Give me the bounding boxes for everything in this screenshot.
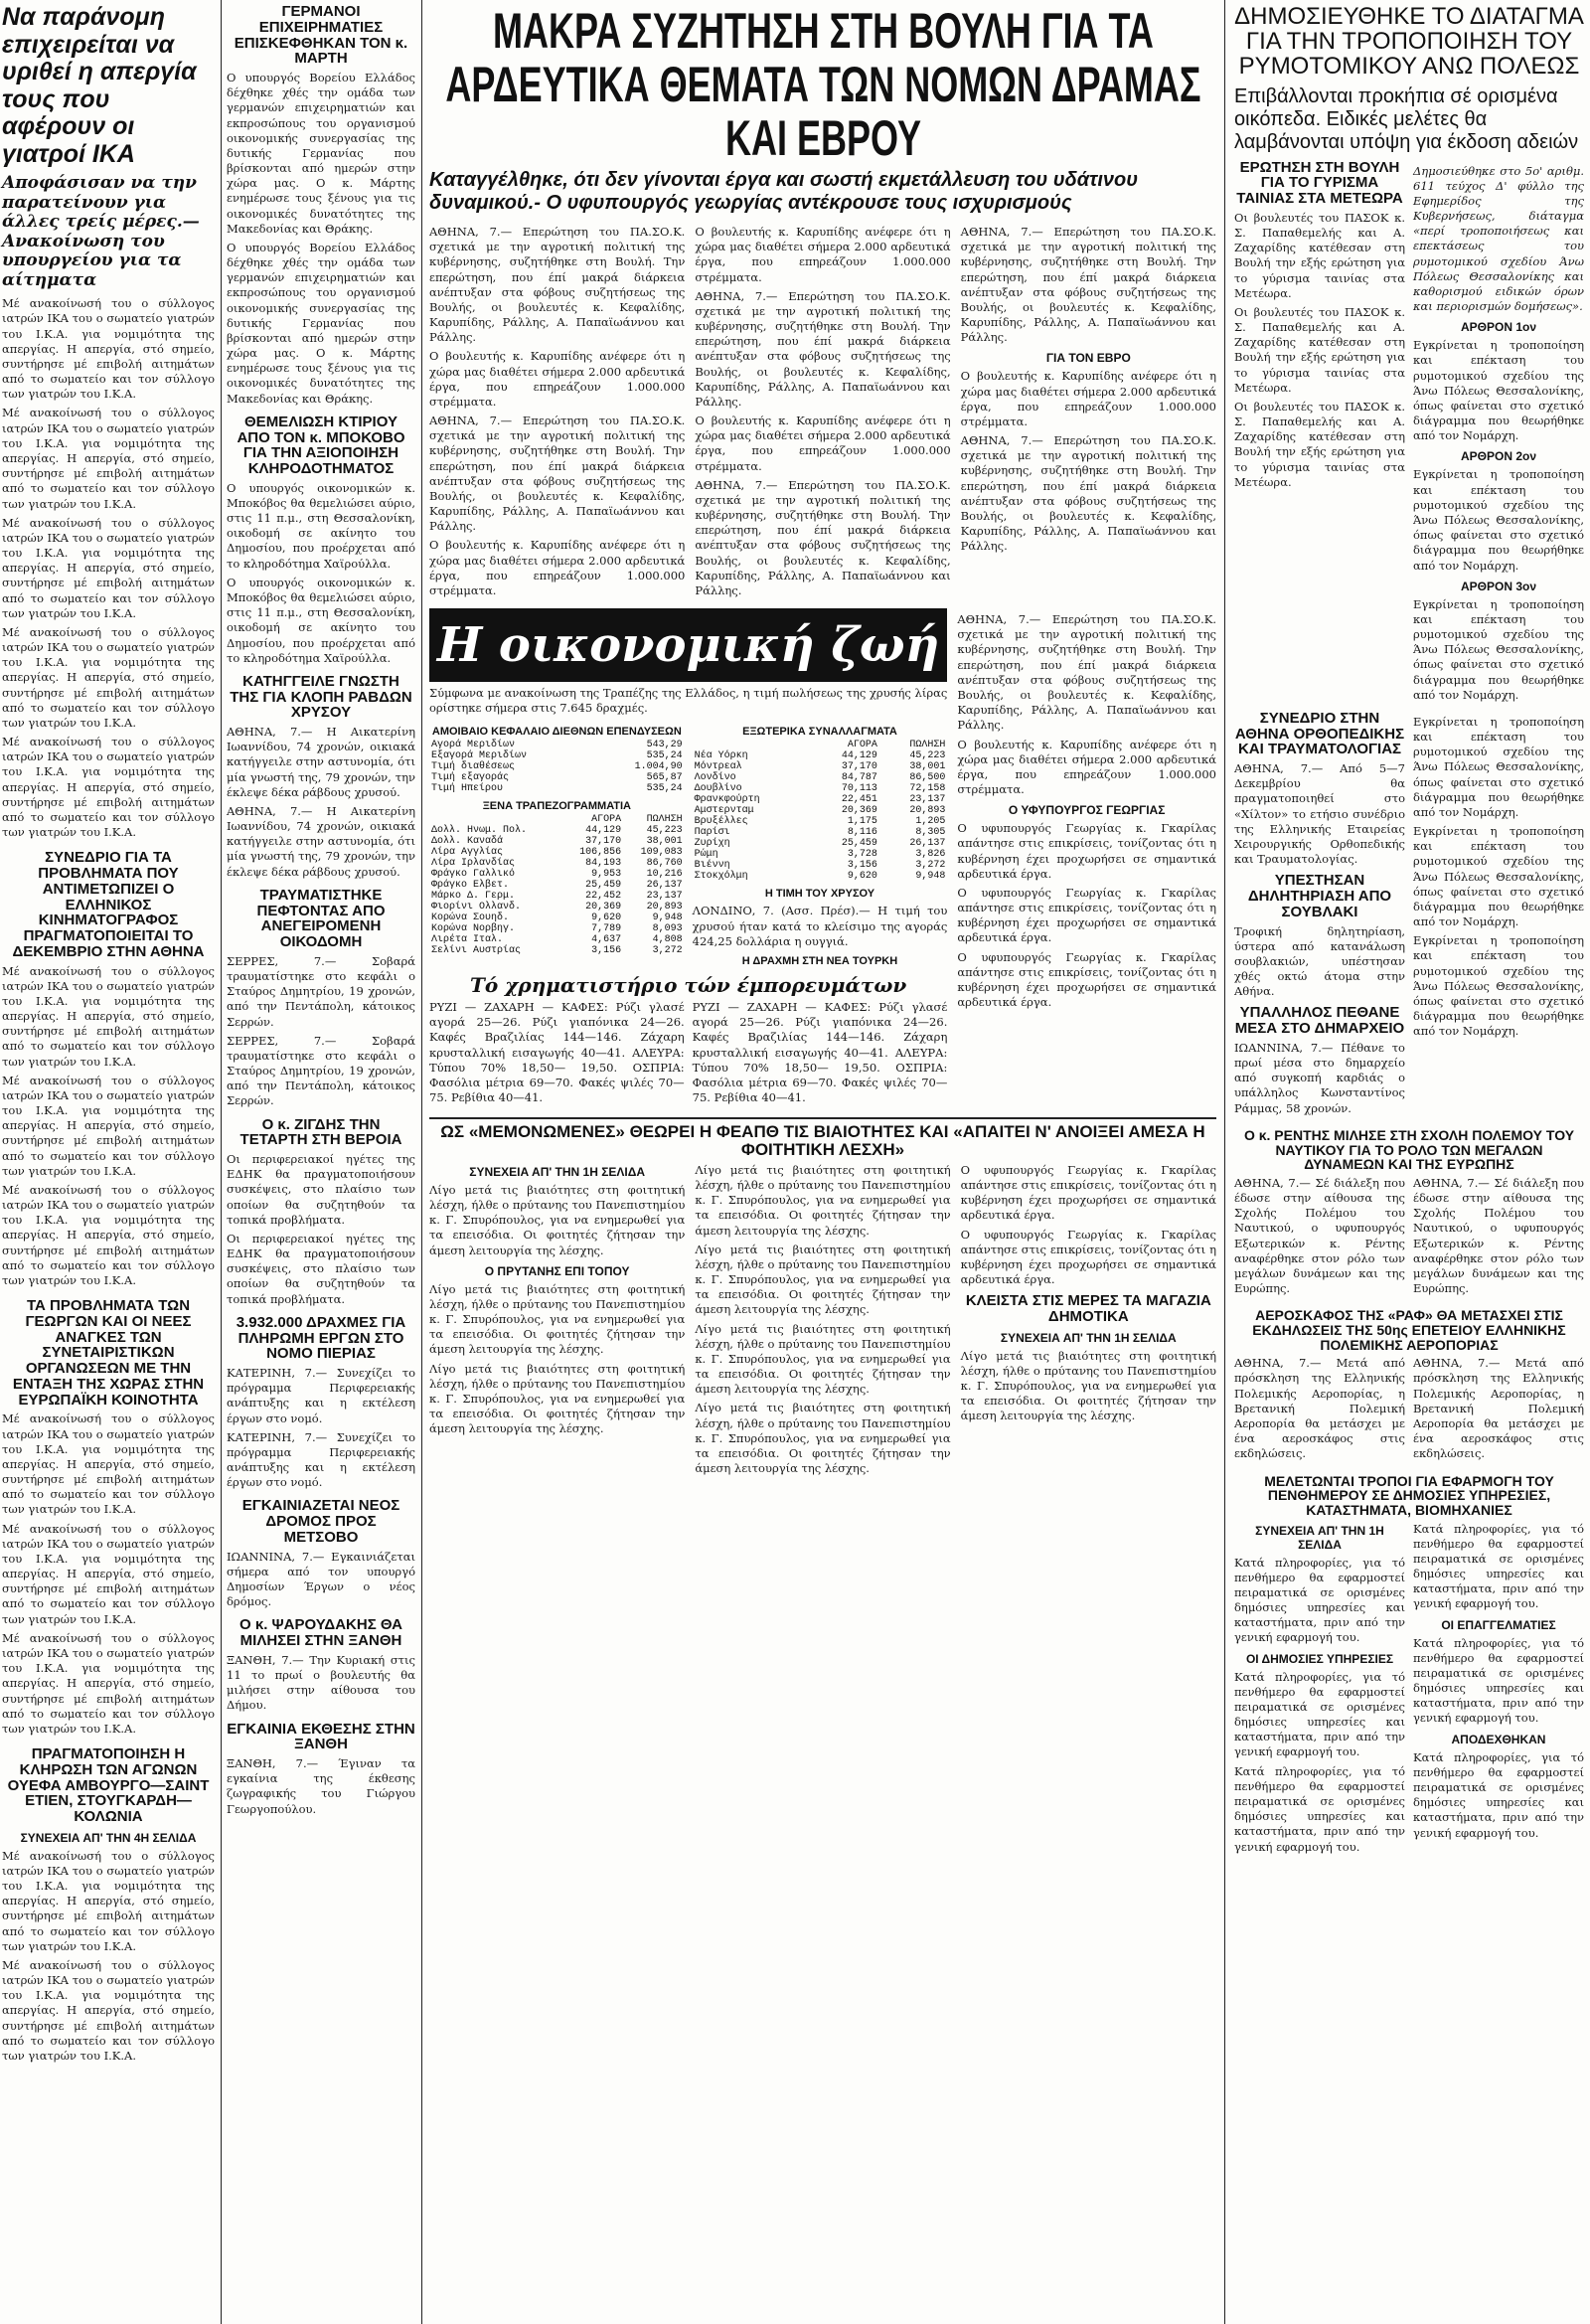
table-cell: Παρίσι [694, 827, 730, 839]
headline-rentis: Ο κ. ΡΕΝΤΗΣ ΜΙΛΗΣΕ ΣΤΗ ΣΧΟΛΗ ΠΟΛΕΜΟΥ ΤΟΥ ΝΑΥΤΙΚΟΥ ΓΙΑ ΤΟ ΡΟΛΟ ΤΩΝ ΜΕΓΑΛΩΝ ΔΥΝΑΜΕΩΝ ΚΑΙ ΤΗΣ ΕΥΡΩΠΗΣ [1243, 1126, 1575, 1173]
article-xrysos-body: ΑΘΗΝΑ, 7.— Η Αικατερίνη Ιωαννίδου, 74 χρονών, οικιακά κατήγγειλε στην αστυνομία, ότι μία γνωστή της, 79 χρονών, την έκλεψε δέκα ράβδους χρυσού. [227, 725, 415, 799]
main-article-body: Ο βουλευτής κ. Καρυπίδης ανέφερε ότι η χώρα μας διαθέτει σήμερα 2.000 αρδευτικά έργα, που επηρεάζουν 1.000.000 στρέμματα. [957, 737, 1216, 797]
orthopediki-body: ΑΘΗΝΑ, 7.— Από 5—7 Δεκεμβρίου θα πραγματοποιηθεί στο «Χίλτον» το ετήσιο συνέδριο της Ελληνικής Εταιρείας Χειρουργικής Ορθοπεδικής και Τραυματολογίας. [1234, 761, 1405, 867]
table-cell: 543,29 [646, 740, 683, 751]
feapth-body: Λίγο μετά τις βιαιότητες στη φοιτητική λέσχη, ήλθε ο πρύτανης του Πανεπιστημίου κ. Γ. Σπυρόπουλος, για να ενημερωθεί για τα επεισόδια. Οι φοιτητές ζήτησαν την άμεση λειτουργία της λέσχης. [695, 1401, 951, 1476]
table-row [429, 891, 685, 902]
table-cell: 23,137 [646, 891, 683, 903]
table-cell: Μόντρεαλ [694, 761, 742, 773]
table-cell: 9,948 [915, 871, 946, 883]
raf-body: ΑΘΗΝΑ, 7.— Μετά από πρόσκληση της Ελληνικής Πολεμικής Αεροπορίας, η Βρετανική Πολεμική Αεροπορία θα μετάσχει με ένα αεροσκάφος στις εκδηλώσεις. [1413, 1356, 1584, 1461]
article-iatroi-body: Μέ ανακοίνωσή του ο σύλλογος ιατρών ΙΚΑ του ο σωματείο γιατρών του Ι.Κ.Α. για νομιμότητα της απεργίας. Η απεργία, στό σημείο, συντήρησε μέ επιβολή αιτημάτων από το σωματείο και τον σύλλογο των γιατρών του Ι.Κ.Α. [2, 296, 215, 402]
table-cell: 37,170 [841, 761, 877, 773]
table-cell: Μάρκο Δ. Γερμ. [431, 891, 516, 903]
diatagma-body: Εγκρίνεται η τροποποίηση και επέκταση του ρυμοτομικού σχεδίου της Άνω Πόλεως Θεσσαλονίκης, όπως φαίνεται στο σχετικό διάγραμμα που θεωρήθηκε από τον Νομάρχη. [1413, 714, 1584, 819]
metewra-body: Οι βουλευτές του ΠΑΣΟΚ κ. Σ. Παπαθεμελής και Α. Ζαχαρίδης κατέθεσαν στη Βουλή την εξής ερώτηση για το γύρισμα ταινίας στα Μετέωρα. [1234, 304, 1405, 395]
table-header-cell [429, 814, 562, 825]
subhead-prytanis: Ο ΠΡΥΤΑΝΗΣ ΕΠΙ ΤΟΠΟΥ [484, 1263, 630, 1278]
penthimero-body: Κατά πληροφορίες, για τό πενθήμερο θα εφαρμοστεί πειραματικά σε ορισμένες δημόσιες υπηρεσίες και καταστήματα, πριν από την γενική εφαρμογή του. [1413, 1635, 1584, 1726]
article-xrysos-body: ΑΘΗΝΑ, 7.— Η Αικατερίνη Ιωαννίδου, 74 χρονών, οικιακά κατήγγειλε στην αστυνομία, ότι μία γνωστή της, 79 χρονών, την έκλεψε δέκα ράβδους χρυσού. [227, 803, 415, 879]
center-section [425, 0, 1220, 2324]
table-cell: 1.004,90 [634, 761, 683, 773]
article-iatroi-body: Μέ ανακοίνωσή του ο σύλλογος ιατρών ΙΚΑ του ο σωματείο γιατρών του Ι.Κ.Α. για νομιμότητα της απεργίας. Η απεργία, στό σημείο, συντήρησε μέ επιβολή αιτημάτων από το σωματείο και τον σύλλογο των γιατρών του Ι.Κ.Α. [2, 735, 215, 840]
section-rule [429, 1117, 1216, 1119]
table-row [429, 869, 685, 880]
table-cell: Νέα Υόρκη [694, 750, 748, 762]
chrimatistirio-title: Τό χρηματιστήριο τών έμπορευμάτων [470, 972, 907, 997]
table-cell: 4,637 [591, 934, 622, 946]
table-row [429, 902, 685, 913]
headline-kinimatografos: ΣΥΝΕΔΡΙΟ ΓΙΑ ΤΑ ΠΡΟΒΛΗΜΑΤΑ ΠΟΥ ΑΝΤΙΜΕΤΩΠΙΖΕΙ Ο ΕΛΛΗΝΙΚΟΣ ΚΙΝΗΜΑΤΟΓΡΑΦΟΣ ΠΡΑΓΜΑΤΟΠΟΙΕΙΤΑΙ ΤΟ ΔΕΚΕΜΒΡΙΟ ΣΤΗΝ ΑΘΗΝΑ [12, 849, 205, 960]
table-header-cell: ΑΓΟΡΑ [847, 740, 877, 751]
article-uefa-body: Μέ ανακοίνωσή του ο σύλλογος ιατρών ΙΚΑ του ο σωματείο γιατρών του Ι.Κ.Α. για νομιμότητα της απεργίας. Η απεργία, στό σημείο, συντήρησε μέ επιβολή αιτημάτων από το σωματείο και τον σύλλογο των γιατρών του Ι.Κ.Α. [2, 1848, 215, 1953]
table-row [693, 783, 948, 794]
yfypourgos-body: Ο υφυπουργός Γεωργίας κ. Γκαρίλας απάντησε στις επικρίσεις, τονίζοντας ότι η κυβέρνηση έχει προχωρήσει σε σημαντικά αρδευτικά έργα. [960, 1227, 1216, 1287]
table-row [693, 860, 948, 871]
table-cell: 8,116 [847, 827, 877, 839]
yfypourgos-body: Ο υφυπουργός Γεωργίας κ. Γκαρίλας απάντησε στις επικρίσεις, τονίζοντας ότι η κυβέρνηση έχει προχωρήσει σε σημαντικά αρδευτικά έργα. [957, 885, 1216, 945]
table-row [693, 816, 948, 827]
table-cell: 20,893 [909, 805, 946, 817]
article-3-heading: ΑΡΘΡΟΝ 3ον [1460, 579, 1537, 593]
table-row [693, 761, 948, 772]
article-georgoi-body: Μέ ανακοίνωσή του ο σύλλογος ιατρών ΙΚΑ του ο σωματείο γιατρών του Ι.Κ.Α. για νομιμότητα της απεργίας. Η απεργία, στό σημείο, συντήρησε μέ επιβολή αιτημάτων από το σωματείο και τον σύλλογο των γιατρών του Ι.Κ.Α. [2, 1521, 215, 1626]
main-article-body: Ο βουλευτής κ. Καρυπίδης ανέφερε ότι η χώρα μας διαθέτει σήμερα 2.000 αρδευτικά έργα, που επηρεάζουν 1.000.000 στρέμματα. [429, 349, 686, 409]
table-cell: 23,137 [909, 794, 946, 806]
table-cell: 70,113 [841, 783, 877, 795]
column-rule [421, 0, 422, 2324]
article-mpokovos-body: Ο υπουργός οικονομικών κ. Μποκόβος θα θεμελιώσει αύριο, στις 11 π.μ., στη Θεσσαλονίκη, οικοδομή σε ακίνητο του Δημοσίου, που προέρχεται από το κληροδότημα Χαϊρούλλα. [227, 575, 415, 665]
table-cell: Δολλ. Ηνωμ. Πολ. [431, 825, 528, 837]
table-cell: 8,305 [915, 827, 946, 839]
continuation-note: ΣΥΝΕΧΕΙΑ ΑΠ' ΤΗΝ 1Η ΣΕΛΙΔΑ [469, 1164, 646, 1179]
continuation-note: ΣΥΝΕΧΕΙΑ ΑΠ' ΤΗΝ 1Η ΣΕΛΙΔΑ [1255, 1523, 1384, 1552]
table-cell: 3,156 [591, 945, 622, 957]
feapth-body: Λίγο μετά τις βιαιότητες στη φοιτητική λέσχη, ήλθε ο πρύτανης του Πανεπιστημίου κ. Γ. Σπυρόπουλος, για να ενημερωθεί για τα επεισόδια. Οι φοιτητές ζήτησαν την άμεση λειτουργία της λέσχης. [429, 1281, 686, 1357]
penthimero-body: Κατά πληροφορίες, για τό πενθήμερο θα εφαρμοστεί πειραματικά σε ορισμένες δημόσιες υπηρεσίες και καταστήματα, πριν από την γενική εφαρμογή του. [1234, 1555, 1405, 1645]
table-cell: Ρώμη [694, 849, 718, 861]
article-2-heading: ΑΡΘΡΟΝ 2ον [1460, 449, 1537, 464]
article-uefa-body: Μέ ανακοίνωσή του ο σύλλογος ιατρών ΙΚΑ του ο σωματείο γιατρών του Ι.Κ.Α. για νομιμότητα της απεργίας. Η απεργία, στό σημείο, συντήρησε μέ επιβολή αιτημάτων από το σωματείο και τον σύλλογο των γιατρών του Ι.Κ.Α. [2, 1957, 215, 2063]
table-header-cell: ΠΩΛΗΣΗ [646, 814, 683, 826]
table-cell: 84,787 [841, 772, 877, 784]
feapth-body: Λίγο μετά τις βιαιότητες στη φοιτητική λέσχη, ήλθε ο πρύτανης του Πανεπιστημίου κ. Γ. Σπυρόπουλος, για να ενημερωθεί για τα επεισόδια. Οι φοιτητές ζήτησαν την άμεση λειτουργία της λέσχης. [695, 1321, 951, 1397]
table-cell: 22,452 [585, 891, 622, 903]
article-metsovo-body: ΙΩΑΝΝΙΝΑ, 7.— Εγκαινιάζεται σήμερα από τον υπουργό Δημοσίων Έργων ο νέος δρόμος. [227, 1549, 415, 1609]
table-cell: 44,129 [841, 750, 877, 762]
table-cell: 7,789 [591, 923, 622, 935]
headline-dimarxeio: ΥΠΑΛΛΗΛΟΣ ΠΕΘΑΝΕ ΜΕΣΑ ΣΤΟ ΔΗΜΑΡΧΕΙΟ [1234, 1004, 1405, 1038]
table-cell: 86,500 [909, 772, 946, 784]
headline-orthopediki: ΣΥΝΕΔΡΙΟ ΣΤΗΝ ΑΘΗΝΑ ΟΡΘΟΠΕΔΙΚΗΣ ΚΑΙ ΤΡΑΥΜΑΤΟΛΟΓΙΑΣ [1234, 709, 1405, 758]
table-header-cell [693, 740, 812, 750]
article-zigdis-body: Οι περιφερειακοί ηγέτες της ΕΔΗΚ θα πραγματοποιήσουν συσκέψεις, στο πλαίσιο των οποίων θα συζητηθούν τα τοπικά προβλήματα. [227, 1152, 415, 1227]
table-cell: Τιμή διαθέσεως [431, 761, 516, 773]
rentis-body: ΑΘΗΝΑ, 7.— Σέ διάλεξη που έδωσε στην αίθουσα της Σχολής Πολέμου του Ναυτικού, ο υφυπουργός Εξωτερικών κ. Ρέντης αναφέρθηκε στον ρόλο των μεγάλων δυνάμεων και της Ευρώπης. [1413, 1175, 1584, 1296]
penthimero-body: Κατά πληροφορίες, για τό πενθήμερο θα εφαρμοστεί πειραματικά σε ορισμένες δημόσιες υπηρεσίες και καταστήματα, πριν από την γενική εφαρμογή του. [1234, 1763, 1405, 1854]
main-article-body: ΑΘΗΝΑ, 7.— Επερώτηση του ΠΑ.ΣΟ.Κ. σχετικά με την αγροτική πολιτική της κυβέρνησης, συζητήθηκε στη Βουλή. Την επερώτηση, που έπί μακρά διάρκεια ανέπτυξαν στα φόβους συζητήσεως της Βουλής, οι βουλευτές κ. Κεφαλίδης, Καρυπίδης, Ράλλης, Α. Παπαϊωάννου και Ράλλης. [960, 433, 1216, 554]
article-psaroudakis-body: ΞΑΝΘΗ, 7.— Την Κυριακή στις 11 το πρωί ο βουλευτής θα μιλήσει στην αίθουσα του Δήμου. [227, 1652, 415, 1713]
table-row [693, 838, 948, 849]
raf-body: ΑΘΗΝΑ, 7.— Μετά από πρόσκληση της Ελληνικής Πολεμικής Αεροπορίας, η Βρετανική Πολεμική Αεροπορία θα μετάσχει με ένα αεροσκάφος στις εκδηλώσεις. [1234, 1356, 1405, 1461]
article-kinimatografos-body: Μέ ανακοίνωσή του ο σύλλογος ιατρών ΙΚΑ του ο σωματείο γιατρών του Ι.Κ.Α. για νομιμότητα της απεργίας. Η απεργία, στό σημείο, συντήρησε μέ επιβολή αιτημάτων από το σωματείο και τον σύλλογο των γιατρών του Ι.Κ.Α. [2, 1182, 215, 1287]
left-column [0, 0, 217, 2324]
table-row [429, 783, 685, 794]
continuation-note: ΣΥΝΕΧΕΙΑ ΑΠ' ΤΗΝ 1Η ΣΕΛΙΔΑ [1000, 1330, 1177, 1345]
table-cell: Στοκχόλμη [694, 871, 748, 883]
table-cell: 9,948 [652, 913, 683, 924]
table-cell: 3,272 [915, 860, 946, 872]
main-article-body: ΑΘΗΝΑ, 7.— Επερώτηση του ΠΑ.ΣΟ.Κ. σχετικά με την αγροτική πολιτική της κυβέρνησης, συζητήθηκε στη Βουλή. Την επερώτηση, που έπί μακρά διάρκεια ανέπτυξαν στα φόβους συζητήσεως της Βουλής, οι βουλευτές κ. Κεφαλίδης, Καρυπίδης, Ράλλης, Α. Παπαϊωάννου και Ράλλης. [960, 225, 1216, 345]
main-deck: Καταγγέλθηκε, ότι δεν γίνονται έργα και σωστή εκμετάλλευση του υδάτινου δυναμικού.- Ο υφυπουργός γεωργίας αντέκρουσε τους ισχυρισμούς [429, 169, 1139, 214]
dimarxeio-body: ΙΩΑΝΝΙΝΑ, 7.— Πέθανε το πρωί μέσα στο δημαρχείο από συγκοπή καρδιάς ο υπάλληλος Κωνσταντίνος Ράμμας, 58 χρονών. [1234, 1040, 1405, 1115]
table-cell: 3,156 [847, 860, 877, 872]
table-row [429, 858, 685, 869]
amoivaio-title: ΑΜΟΙΒΑΙΟ ΚΕΦΑΛΑΙΟ ΔΙΕΘΝΩΝ ΕΠΕΝΔΥΣΕΩΝ [431, 726, 682, 739]
table-row [693, 827, 948, 838]
table-cell: Εξαγορά Μεριδίων [431, 750, 528, 762]
table-header-row [429, 814, 685, 825]
table-cell: 106,856 [579, 847, 622, 859]
xena-table [429, 814, 685, 956]
table-cell: 37,170 [585, 836, 622, 848]
article-kinimatografos-body: Μέ ανακοίνωσή του ο σύλλογος ιατρών ΙΚΑ του ο σωματείο γιατρών του Ι.Κ.Α. για νομιμότητα της απεργίας. Η απεργία, στό σημείο, συντήρησε μέ επιβολή αιτημάτων από το σωματείο και τον σύλλογο των γιατρών του Ι.Κ.Α. [2, 1073, 215, 1178]
feapth-body: Λίγο μετά τις βιαιότητες στη φοιτητική λέσχη, ήλθε ο πρύτανης του Πανεπιστημίου κ. Γ. Σπυρόπουλος, για να ενημερωθεί για τα επεισόδια. Οι φοιτητές ζήτησαν την άμεση λειτουργία της λέσχης. [429, 1361, 686, 1436]
gold-body: ΛΟΝΔΙΝΟ, 7. (Ασσ. Πρέσ).— Η τιμή του χρυσού ήταν κατά το κλείσιμο της αγοράς 424,25 δολλάρια η ουγγιά. [692, 904, 948, 948]
table-cell: 45,223 [909, 750, 946, 762]
table-cell: 38,001 [909, 761, 946, 773]
metewra-body: Οι βουλευτές του ΠΑΣΟΚ κ. Σ. Παπαθεμελής και Α. Ζαχαρίδης κατέθεσαν στη Βουλή την εξής ερώτηση για το γύρισμα ταινίας στα Μετέωρα. [1234, 399, 1405, 489]
table-row [693, 750, 948, 761]
table-cell: 22,451 [841, 794, 877, 806]
headline-penthimero: ΜΕΛΕΤΩΝΤΑΙ ΤΡΟΠΟΙ ΓΙΑ ΕΦΑΡΜΟΓΗ ΤΟΥ ΠΕΝΘΗΜΕΡΟΥ ΣΕ ΔΗΜΟΣΙΕΣ ΥΠΗΡΕΣΙΕΣ, ΚΑΤΑΣΤΗΜΑΤΑ, ΒΙΟΜΗΧΑΝΙΕΣ [1264, 1472, 1554, 1518]
headline-klista: ΚΛΕΙΣΤΑ ΣΤΙΣ ΜΕΡΕΣ ΤΑ ΜΑΓΑΖΙΑ ΔΗΜΟΤΙΚΑ [965, 1292, 1211, 1325]
headline-iatroi-ika: Να παράνομη επιχειρείται να υριθεί η απεργία τους που αφέρουν οι γιατροί ΙΚΑ [2, 3, 197, 168]
headline-xrysos: ΚΑΤΗΓΓΕΙΛΕ ΓΝΩΣΤΗ ΤΗΣ ΓΙΑ ΚΛΟΠΗ ΡΑΒΔΩΝ ΧΡΥΣΟΥ [230, 672, 412, 722]
table-row [429, 836, 685, 847]
table-cell: 26,137 [646, 880, 683, 892]
economy-intro: Σύμφωνα με ανακοίνωση της Τραπέζης της Ελλάδος, η τιμή πωλήσεως της χρυσής λίρας ορίστηκε σήμερα στις 7.645 δραχμές. [429, 686, 948, 716]
headline-metsovo: ΕΓΚΑΙΝΙΑΖΕΤΑΙ ΝΕΟΣ ΔΡΟΜΟΣ ΠΡΟΣ ΜΕΤΣΟΒΟ [241, 1497, 400, 1546]
second-column [225, 0, 417, 2324]
table-cell: Τιμή εξαγοράς [431, 772, 510, 784]
amoivaio-table [429, 740, 685, 794]
table-cell: Φιορίνι Ολλανδ. [431, 902, 522, 913]
table-row [429, 923, 685, 934]
table-cell: Δολλ. Καναδά [431, 836, 504, 848]
table-cell: 535,24 [646, 750, 683, 762]
table-cell: Κορώνα Σουηδ. [431, 913, 510, 924]
headline-diatagma: ΔΗΜΟΣΙΕΥΘΗΚΕ ΤΟ ΔΙΑΤΑΓΜΑ ΓΙΑ ΤΗΝ ΤΡΟΠΟΠΟΙΗΣΗ ΤΟΥ ΡΥΜΟΤΟΜΙΚΟΥ ΑΝΩ ΠΟΛΕΩΣ [1234, 3, 1584, 81]
xena-title: ΞΕΝΑ ΤΡΑΠΕΖΟΓΡΑΜΜΑΤΙΑ [482, 800, 631, 813]
table-cell: Κορώνα Νορβηγ. [431, 923, 516, 935]
article-kinimatografos-body: Μέ ανακοίνωσή του ο σύλλογος ιατρών ΙΚΑ του ο σωματείο γιατρών του Ι.Κ.Α. για νομιμότητα της απεργίας. Η απεργία, στό σημείο, συντήρησε μέ επιβολή αιτημάτων από το σωματείο και τον σύλλογο των γιατρών του Ι.Κ.Α. [2, 963, 215, 1069]
table-cell: 45,223 [646, 825, 683, 837]
feapth-body: Λίγο μετά τις βιαιότητες στη φοιτητική λέσχη, ήλθε ο πρύτανης του Πανεπιστημίου κ. Γ. Σπυρόπουλος, για να ενημερωθεί για τα επεισόδια. Οι φοιτητές ζήτησαν την άμεση λειτουργία της λέσχης. [695, 1242, 951, 1317]
main-article-body: Ο βουλευτής κ. Καρυπίδης ανέφερε ότι η χώρα μας διαθέτει σήμερα 2.000 αρδευτικά έργα, που επηρεάζουν 1.000.000 στρέμματα. [695, 225, 951, 284]
table-cell: Τιμή Ηπείρου [431, 783, 504, 795]
table-cell: 9,620 [591, 913, 622, 924]
table-row [693, 794, 948, 805]
headline-germanoi: ΓΕΡΜΑΝΟΙ ΕΠΙΧΕΙΡΗΜΑΤΙΕΣ ΕΠΙΣΚΕΦΘΗΚΑΝ ΤΟΝ κ. ΜΑΡΤΗ [234, 3, 408, 68]
headline-georgoi: ΤΑ ΠΡΟΒΛΗΜΑΤΑ ΤΩΝ ΓΕΩΡΓΩΝ ΚΑΙ ΟΙ ΝΕΕΣ ΑΝΑΓΚΕΣ ΤΩΝ ΣΥΝΕΤΑΙΡΙΣΤΙΚΩΝ ΟΡΓΑΝΩΣΕΩΝ ΜΕ ΤΗΝ ΕΝΤΑΞΗ ΤΗΣ ΧΩΡΑΣ ΣΤΗΝ ΕΥΡΩΠΑΪΚΗ ΚΟΙΝΟΤΗΤΑ [12, 1297, 205, 1409]
article-iatroi-body: Μέ ανακοίνωσή του ο σύλλογος ιατρών ΙΚΑ του ο σωματείο γιατρών του Ι.Κ.Α. για νομιμότητα της απεργίας. Η απεργία, στό σημείο, συντήρησε μέ επιβολή αιτημάτων από το σωματείο και τον σύλλογο των γιατρών του Ι.Κ.Α. [2, 515, 215, 620]
table-cell: 86,760 [646, 858, 683, 870]
table-cell: Λίρα Ιρλανδίας [431, 858, 516, 870]
table-cell: Δουβλίνο [694, 783, 742, 795]
diatagma-intro: Δημοσιεύθηκε στο 5ο' αριθμ. 611 τεύχος Δ' φύλλο της Εφημερίδος της Κυβερνήσεως, διάταγμα «περί τροποποιήσεως και επεκτάσεως του ρυμοτομικού σχεδίου Άνω Πόλεως Θεσσαλονίκης και καθορισμού ειδικών όρων και περιορισμών δομήσεως». [1413, 163, 1584, 314]
article-germanoi-body: Ο υπουργός Βορείου Ελλάδος δέχθηκε χθές την ομάδα των γερμανών επιχειρηματιών και εκπροσώπους του οργανισμού οικονομικής συνεργασίας της δυτικής Γερμανίας που βρίσκονται από ημερών στην χώρα μας. Ο κ. Μάρτης ενημέρωσε τους ξένους για τις οικονομικές δυνατότητες της Μακεδονίας και Θράκης. [227, 240, 415, 406]
article-zigdis-body: Οι περιφερειακοί ηγέτες της ΕΔΗΚ θα πραγματοποιήσουν συσκέψεις, στο πλαίσιο των οποίων θα συζητηθούν τα τοπικά προβλήματα. [227, 1231, 415, 1306]
table-cell: Φρανκφούρτη [694, 794, 760, 806]
table-cell: 84,193 [585, 858, 622, 870]
article-pieria-body: ΚΑΤΕΡΙΝΗ, 7.— Συνεχίζει το πρόγραμμα Περιφερειακής ανάπτυξης και η εκτέλεση έργων στο νομό. [227, 1429, 415, 1490]
turkey-title: Η ΔΡΑΧΜΗ ΣΤΗ ΝΕΑ ΤΟΥΡΚΗ [741, 954, 898, 967]
headline-pieria: 3.932.000 ΔΡΑΧΜΕΣ ΓΙΑ ΠΛΗΡΩΜΗ ΕΡΓΩΝ ΣΤΟ ΝΟΜΟ ΠΙΕΡΙΑΣ [236, 1313, 406, 1363]
table-cell: 38,001 [646, 836, 683, 848]
table-row [429, 772, 685, 783]
penthimero-body: Κατά πληροφορίες, για τό πενθήμερο θα εφαρμοστεί πειραματικά σε ορισμένες δημόσιες υπηρεσίες και καταστήματα, πριν από την γενική εφαρμογή του. [1234, 1669, 1405, 1759]
table-cell: 20,369 [585, 902, 622, 913]
markets-title: ΕΞΩΤΕΡΙΚΑ ΣΥΝΑΛΛΑΓΜΑΤΑ [742, 726, 897, 739]
headline-raf: ΑΕΡΟΣΚΑΦΟΣ ΤΗΣ «ΡΑΦ» ΘΑ ΜΕΤΑΣΧΕΙ ΣΤΙΣ ΕΚΔΗΛΩΣΕΙΣ ΤΗΣ 50ης ΕΠΕΤΕΙΟΥ ΕΛΛΗΝΙΚΗΣ ΠΟΛΕΜΙΚΗΣ ΑΕΡΟΠΟΡΙΑΣ [1252, 1307, 1566, 1353]
chrimatistirio-body: ΡΥΖΙ — ΖΑΧΑΡΗ — ΚΑΦΕΣ: Ρύζι γλασέ αγορά 25—26. Ρύζι γιαπόνικα 24—26. Καφές Βραζιλίας 144—146. Ζάχαρη κρυσταλλική εισαγωγής 40—41. ΑΛΕΥΡΑ: Τύπου 70% 18,50— 19,50. ΟΣΠΡΙΑ: Φασόλια μέτρια 69—70. Φακές ψιλές 70—75. Ρεβίθια 40—41. [692, 999, 948, 1105]
table-cell: Αμστερνταμ [694, 805, 754, 817]
article-1-heading: ΑΡΘΡΟΝ 1ον [1460, 320, 1537, 335]
table-cell: 20,893 [646, 902, 683, 913]
table-cell: 10,216 [646, 869, 683, 881]
table-cell: Αγορά Μεριδίων [431, 740, 516, 751]
subhead-evros: ΓΙΑ ΤΟΝ ΕΒΡΟ [1045, 351, 1131, 366]
table-cell: 9,953 [591, 869, 622, 881]
table-row [429, 825, 685, 836]
headline-uefa: ΠΡΑΓΜΑΤΟΠΟΙΗΣΗ Η ΚΛΗΡΩΣΗ ΤΩΝ ΑΓΩΝΩΝ ΟΥΕΦΑ ΑΜΒΟΥΡΓΟ—ΣΑΙΝΤ ΕΤΙΕΝ, ΣΤΟΥΓΚΑΡΔΗ—ΚΟΛΩΝΙΑ [7, 1745, 210, 1826]
table-cell: 1,175 [847, 816, 877, 828]
table-cell: 9,620 [847, 871, 877, 883]
yfypourgos-body: Ο υφυπουργός Γεωργίας κ. Γκαρίλας απάντησε στις επικρίσεις, τονίζοντας ότι η κυβέρνηση έχει προχωρήσει σε σημαντικά αρδευτικά έργα. [957, 821, 1216, 881]
headline-metewra: ΕΡΩΤΗΣΗ ΣΤΗ ΒΟΥΛΗ ΓΙΑ ΤΟ ΓΥΡΙΣΜΑ ΤΑΙΝΙΑΣ ΣΤΑ ΜΕΤΕΩΡΑ [1236, 158, 1403, 208]
table-row [693, 805, 948, 816]
main-article-body: ΑΘΗΝΑ, 7.— Επερώτηση του ΠΑ.ΣΟ.Κ. σχετικά με την αγροτική πολιτική της κυβέρνησης, συζητήθηκε στη Βουλή. Την επερώτηση, που έπί μακρά διάρκεια ανέπτυξαν στα φόβους συζητήσεως της Βουλής, οι βουλευτές κ. Κεφαλίδης, Καρυπίδης, Ράλλης, Α. Παπαϊωάννου και Ράλλης. [695, 477, 951, 597]
article-iatroi-body: Μέ ανακοίνωσή του ο σύλλογος ιατρών ΙΚΑ του ο σωματείο γιατρών του Ι.Κ.Α. για νομιμότητα της απεργίας. Η απεργία, στό σημείο, συντήρησε μέ επιβολή αιτημάτων από το σωματείο και τον σύλλογο των γιατρών του Ι.Κ.Α. [2, 624, 215, 730]
table-cell: Λίρα Αγγλίας [431, 847, 504, 859]
gold-title: Η ΤΙΜΗ ΤΟΥ ΧΡΥΣΟΥ [764, 888, 875, 901]
table-cell: 3,826 [915, 849, 946, 861]
markets-table [693, 740, 948, 882]
table-row [429, 934, 685, 945]
table-cell: 3,272 [652, 945, 683, 957]
article-pieria-body: ΚΑΤΕΡΙΝΗ, 7.— Συνεχίζει το πρόγραμμα Περιφερειακής ανάπτυξης και η εκτέλεση έργων στο νομό. [227, 1366, 415, 1425]
headline-souvlaki: ΥΠΕΣΤΗΣΑΝ ΔΗΛΗΤΗΡΙΑΣΗ ΑΠΟ ΣΟΥΒΛΑΚΙ [1247, 872, 1392, 920]
klista-body: Λίγο μετά τις βιαιότητες στη φοιτητική λέσχη, ήλθε ο πρύτανης του Πανεπιστημίου κ. Γ. Σπυρόπουλος, για να ενημερωθεί για τα επεισόδια. Οι φοιτητές ζήτησαν την άμεση λειτουργία της λέσχης. [960, 1348, 1216, 1423]
main-article-body: Ο βουλευτής κ. Καρυπίδης ανέφερε ότι η χώρα μας διαθέτει σήμερα 2.000 αρδευτικά έργα, που επηρεάζουν 1.000.000 στρέμματα. [960, 369, 1216, 428]
metewra-body: Οι βουλευτές του ΠΑΣΟΚ κ. Σ. Παπαθεμελής και Α. Ζαχαρίδης κατέθεσαν στη Βουλή την εξής ερώτηση για το γύρισμα ταινίας στα Μετέωρα. [1234, 210, 1405, 300]
table-header-cell: ΠΩΛΗΣΗ [909, 740, 946, 751]
table-cell: 72,158 [909, 783, 946, 795]
diatagma-body: Εγκρίνεται η τροποποίηση και επέκταση του ρυμοτομικού σχεδίου της Άνω Πόλεως Θεσσαλονίκης, όπως φαίνεται στο σχετικό διάγραμμα που θεωρήθηκε από τον Νομάρχη. [1413, 596, 1584, 702]
article-travmatistike-body: ΣΕΡΡΕΣ, 7.— Σοβαρά τραυματίστηκε στο κεφάλι ο Σταύρος Δημητρίου, 19 χρονών, από την Πεντάπολη, κάτοικος Σερρών. [227, 1033, 415, 1108]
economy-banner: Η οικονομική ζωή [429, 608, 947, 682]
article-mpokovos-body: Ο υπουργός οικονομικών κ. Μποκόβος θα θεμελιώσει αύριο, στις 11 π.μ., στη Θεσσαλονίκη, οικοδομή σε ακίνητο του Δημοσίου, που προέρχεται από το κληροδότημα Χαϊρούλλα. [227, 480, 415, 571]
headline-ekthesi: ΕΓΚΑΙΝΙΑ ΕΚΘΕΣΗΣ ΣΤΗΝ ΞΑΝΘΗ [227, 1720, 415, 1753]
deck-diatagma: Επιβάλλονται προκήπια σέ ορισμένα οικόπεδα. Ειδικές μελέτες θα λαμβάνονται υπόψη για έκδοση αδειών [1234, 84, 1579, 153]
table-row [693, 871, 948, 882]
column-rule [221, 0, 222, 2324]
table-cell: Φράγκο Ελβετ. [431, 880, 510, 892]
diatagma-body: Εγκρίνεται η τροποποίηση και επέκταση του ρυμοτομικού σχεδίου της Άνω Πόλεως Θεσσαλονίκης, όπως φαίνεται στο σχετικό διάγραμμα που θεωρήθηκε από τον Νομάρχη. [1413, 933, 1584, 1039]
table-cell: 25,459 [841, 838, 877, 850]
subhead-dimosies: ΟΙ ΔΗΜΟΣΙΕΣ ΥΠΗΡΕΣΙΕΣ [1245, 1651, 1394, 1666]
article-ekthesi-body: ΞΑΝΘΗ, 7.— Έγιναν τα εγκαίνια της έκθεσης ζωγραφικής του Γιώργου Γεωργοπούλου. [227, 1756, 415, 1816]
table-row [693, 849, 948, 860]
main-article-body: ΑΘΗΝΑ, 7.— Επερώτηση του ΠΑ.ΣΟ.Κ. σχετικά με την αγροτική πολιτική της κυβέρνησης, συζητήθηκε στη Βουλή. Την επερώτηση, που έπί μακρά διάρκεια ανέπτυξαν στα φόβους συζητήσεως της Βουλής, οι βουλευτές κ. Κεφαλίδης, Καρυπίδης, Ράλλης, Α. Παπαϊωάννου και Ράλλης. [429, 225, 686, 345]
table-cell: 25,459 [585, 880, 622, 892]
table-cell: Ζυρίχη [694, 838, 730, 850]
chrimatistirio-body: ΡΥΖΙ — ΖΑΧΑΡΗ — ΚΑΦΕΣ: Ρύζι γλασέ αγορά 25—26. Ρύζι γιαπόνικα 24—26. Καφές Βραζιλίας 144—146. Ζάχαρη κρυσταλλική εισαγωγής 40—41. ΑΛΕΥΡΑ: Τύπου 70% 18,50— 19,50. ΟΣΠΡΙΑ: Φασόλια μέτρια 69—70. Φακές ψιλές 70—75. Ρεβίθια 40—41. [429, 999, 685, 1105]
headline-travmatistike: ΤΡΑΥΜΑΤΙΣΤΗΚΕ ΠΕΦΤΟΝΤΑΣ ΑΠΟ ΑΝΕΓΕΙΡΟΜΕΝΗ ΟΙΚΟΔΟΜΗ [256, 886, 386, 951]
table-cell: 1,205 [915, 816, 946, 828]
table-header-row [693, 740, 948, 750]
table-row [429, 740, 685, 750]
table-cell: 20,369 [841, 805, 877, 817]
table-cell: Λιρέτα Ιταλ. [431, 934, 504, 946]
deck-iatroi-ika: Αποφάσισαν να την παρατείνουν για άλλες τρείς μέρες.— Ανακοίνωση του υπουργείου για τα αίτηματα [2, 173, 200, 290]
headline-mpokovos: ΘΕΜΕΛΙΩΣΗ ΚΤΙΡΙΟΥ ΑΠΟ ΤΟΝ κ. ΜΠΟΚΟΒΟ ΓΙΑ ΤΗΝ ΑΞΙΟΠΟΙΗΣΗ ΚΛΗΡΟΔΟΤΗΜΑΤΟΣ [237, 413, 405, 478]
feapth-body: Λίγο μετά τις βιαιότητες στη φοιτητική λέσχη, ήλθε ο πρύτανης του Πανεπιστημίου κ. Γ. Σπυρόπουλος, για να ενημερωθεί για τα επεισόδια. Οι φοιτητές ζήτησαν την άμεση λειτουργία της λέσχης. [429, 1182, 686, 1257]
table-cell: Βρυξέλλες [694, 816, 748, 828]
main-headline: ΜΑΚΡΑ ΣΥΖΗΤΗΣΗ ΣΤΗ ΒΟΥΛΗ ΓΙΑ ΤΑ ΑΡΔΕΥΤΙΚΑ ΘΕΜΑΤΑ ΤΩΝ ΝΟΜΩΝ ΔΡΑΜΑΣ ΚΑΙ ΕΒΡΟΥ [444, 4, 1201, 165]
table-cell: Φράγκο Γαλλικό [431, 869, 516, 881]
main-article-body: Ο βουλευτής κ. Καρυπίδης ανέφερε ότι η χώρα μας διαθέτει σήμερα 2.000 αρδευτικά έργα, που επηρεάζουν 1.000.000 στρέμματα. [429, 538, 686, 597]
table-row [693, 772, 948, 783]
table-cell: 109,083 [640, 847, 683, 859]
main-article-body: ΑΘΗΝΑ, 7.— Επερώτηση του ΠΑ.ΣΟ.Κ. σχετικά με την αγροτική πολιτική της κυβέρνησης, συζητήθηκε στη Βουλή. Την επερώτηση, που έπί μακρά διάρκεια ανέπτυξαν στα φόβους συζητήσεως της Βουλής, οι βουλευτές κ. Κεφαλίδης, Καρυπίδης, Ράλλης, Α. Παπαϊωάννου και Ράλλης. [429, 414, 686, 534]
diatagma-body: Εγκρίνεται η τροποποίηση και επέκταση του ρυμοτομικού σχεδίου της Άνω Πόλεως Θεσσαλονίκης, όπως φαίνεται στο σχετικό διάγραμμα που θεωρήθηκε από τον Νομάρχη. [1413, 824, 1584, 929]
souvlaki-body: Τροφική δηλητηρίαση, ύστερα από κατανάλωση σουβλακιών, υπέστησαν χθές οκτώ άτομα στην Αθήνα. [1234, 923, 1405, 999]
table-cell: 3,728 [847, 849, 877, 861]
table-row [429, 761, 685, 772]
table-cell: Λονδίνο [694, 772, 736, 784]
table-cell: 8,093 [652, 923, 683, 935]
table-header-cell: ΑΓΟΡΑ [591, 814, 622, 826]
yfypourgos-body: Ο υφυπουργός Γεωργίας κ. Γκαρίλας απάντησε στις επικρίσεις, τονίζοντας ότι η κυβέρνηση έχει προχωρήσει σε σημαντικά αρδευτικά έργα. [960, 1162, 1216, 1223]
column-rule [1224, 0, 1225, 2324]
subhead-yfypourgos: Ο ΥΦΥΠΟΥΡΓΟΣ ΓΕΩΡΓΙΑΣ [1008, 803, 1166, 818]
table-row [429, 847, 685, 858]
main-article-body: ΑΘΗΝΑ, 7.— Επερώτηση του ΠΑ.ΣΟ.Κ. σχετικά με την αγροτική πολιτική της κυβέρνησης, συζητήθηκε στη Βουλή. Την επερώτηση, που έπί μακρά διάρκεια ανέπτυξαν στα φόβους συζητήσεως της Βουλής, οι βουλευτές κ. Κεφαλίδης, Καρυπίδης, Ράλλης, Α. Παπαϊωάννου και Ράλλης. [695, 288, 951, 409]
table-cell: Σελίνι Αυστρίας [431, 945, 522, 957]
continuation-note: ΣΥΝΕΧΕΙΑ ΑΠ' ΤΗΝ 4Η ΣΕΛΙΔΑ [20, 1830, 197, 1845]
rentis-body: ΑΘΗΝΑ, 7.— Σέ διάλεξη που έδωσε στην αίθουσα της Σχολής Πολέμου του Ναυτικού, ο υφυπουργός Εξωτερικών κ. Ρέντης αναφέρθηκε στον ρόλο των μεγάλων δυνάμεων και της Ευρώπης. [1234, 1175, 1405, 1296]
table-row [429, 945, 685, 956]
subhead-apodexthikan: ΑΠΟΔΕΧΘΗΚΑΝ [1451, 1732, 1546, 1746]
table-cell: 26,137 [909, 838, 946, 850]
table-row [429, 880, 685, 891]
right-column [1228, 0, 1590, 2324]
yfypourgos-body: Ο υφυπουργός Γεωργίας κ. Γκαρίλας απάντησε στις επικρίσεις, τονίζοντας ότι η κυβέρνηση έχει προχωρήσει σε σημαντικά αρδευτικά έργα. [957, 949, 1216, 1010]
headline-zigdis: Ο κ. ΖΙΓΔΗΣ ΤΗΝ ΤΕΤΑΡΤΗ ΣΤΗ ΒΕΡΟΙΑ [239, 1115, 402, 1149]
article-travmatistike-body: ΣΕΡΡΕΣ, 7.— Σοβαρά τραυματίστηκε στο κεφάλι ο Σταύρος Δημητρίου, 19 χρονών, από την Πεντάπολη, κάτοικος Σερρών. [227, 953, 415, 1029]
article-georgoi-body: Μέ ανακοίνωσή του ο σύλλογος ιατρών ΙΚΑ του ο σωματείο γιατρών του Ι.Κ.Α. για νομιμότητα της απεργίας. Η απεργία, στό σημείο, συντήρησε μέ επιβολή αιτημάτων από το σωματείο και τον σύλλογο των γιατρών του Ι.Κ.Α. [2, 1630, 215, 1736]
table-cell: 535,24 [646, 783, 683, 795]
diatagma-body: Εγκρίνεται η τροποποίηση και επέκταση του ρυμοτομικού σχεδίου της Άνω Πόλεως Θεσσαλονίκης, όπως φαίνεται στο σχετικό διάγραμμα που θεωρήθηκε από τον Νομάρχη. [1413, 467, 1584, 573]
headline-psaroudakis: Ο κ. ΨΑΡΟΥΔΑΚΗΣ ΘΑ ΜΙΛΗΣΕΙ ΣΤΗΝ ΞΑΝΘΗ [239, 1616, 402, 1650]
table-row [429, 750, 685, 761]
penthimero-body: Κατά πληροφορίες, για τό πενθήμερο θα εφαρμοστεί πειραματικά σε ορισμένες δημόσιες υπηρεσίες και καταστήματα, πριν από την γενική εφαρμογή του. [1413, 1749, 1584, 1840]
table-cell: 44,129 [585, 825, 622, 837]
diatagma-body: Εγκρίνεται η τροποποίηση και επέκταση του ρυμοτομικού σχεδίου της Άνω Πόλεως Θεσσαλονίκης, όπως φαίνεται στο σχετικό διάγραμμα που θεωρήθηκε από τον Νομάρχη. [1413, 338, 1584, 443]
table-row [429, 913, 685, 923]
table-cell: Βιέννη [694, 860, 730, 872]
penthimero-body: Κατά πληροφορίες, για τό πενθήμερο θα εφαρμοστεί πειραματικά σε ορισμένες δημόσιες υπηρεσίες και καταστήματα, πριν από την γενική εφαρμογή του. [1413, 1521, 1584, 1611]
table-cell: 565,87 [646, 772, 683, 784]
table-cell: 4,808 [652, 934, 683, 946]
subhead-epaggelmaties: ΟΙ ΕΠΑΓΓΕΛΜΑΤΙΕΣ [1441, 1617, 1556, 1632]
headline-feapth: ΩΣ «ΜΕΜΟΝΩΜΕΝΕΣ» ΘΕΩΡΕΙ Η ΦΕΑΠΘ ΤΙΣ ΒΙΑΙΟΤΗΤΕΣ ΚΑΙ «ΑΠΑΙΤΕΙ Ν' ΑΝΟΙΞΕΙ ΑΜΕΣΑ Η ΦΟΙΤΗΤΙΚΗ ΛΕΣΧΗ» [440, 1122, 1205, 1160]
main-article-body: ΑΘΗΝΑ, 7.— Επερώτηση του ΠΑ.ΣΟ.Κ. σχετικά με την αγροτική πολιτική της κυβέρνησης, συζητήθηκε στη Βουλή. Την επερώτηση, που έπί μακρά διάρκεια ανέπτυξαν στα φόβους συζητήσεως της Βουλής, οι βουλευτές κ. Κεφαλίδης, Καρυπίδης, Ράλλης, Α. Παπαϊωάννου και Ράλλης. [957, 612, 1216, 733]
article-georgoi-body: Μέ ανακοίνωσή του ο σύλλογος ιατρών ΙΚΑ του ο σωματείο γιατρών του Ι.Κ.Α. για νομιμότητα της απεργίας. Η απεργία, στό σημείο, συντήρησε μέ επιβολή αιτημάτων από το σωματείο και τον σύλλογο των γιατρών του Ι.Κ.Α. [2, 1411, 215, 1517]
article-germanoi-body: Ο υπουργός Βορείου Ελλάδος δέχθηκε χθές την ομάδα των γερμανών επιχειρηματιών και εκπροσώπους του οργανισμού οικονομικής συνεργασίας της δυτικής Γερμανίας που βρίσκονται από ημερών στην χώρα μας. Ο κ. Μάρτης ενημέρωσε τους ξένους για τις οικονομικές δυνατότητες της Μακεδονίας και Θράκης. [227, 71, 415, 236]
feapth-body: Λίγο μετά τις βιαιότητες στη φοιτητική λέσχη, ήλθε ο πρύτανης του Πανεπιστημίου κ. Γ. Σπυρόπουλος, για να ενημερωθεί για τα επεισόδια. Οι φοιτητές ζήτησαν την άμεση λειτουργία της λέσχης. [695, 1162, 951, 1238]
main-article-body: Ο βουλευτής κ. Καρυπίδης ανέφερε ότι η χώρα μας διαθέτει σήμερα 2.000 αρδευτικά έργα, που επηρεάζουν 1.000.000 στρέμματα. [695, 414, 951, 473]
article-iatroi-body: Μέ ανακοίνωσή του ο σύλλογος ιατρών ΙΚΑ του ο σωματείο γιατρών του Ι.Κ.Α. για νομιμότητα της απεργίας. Η απεργία, στό σημείο, συντήρησε μέ επιβολή αιτημάτων από το σωματείο και τον σύλλογο των γιατρών του Ι.Κ.Α. [2, 406, 215, 511]
